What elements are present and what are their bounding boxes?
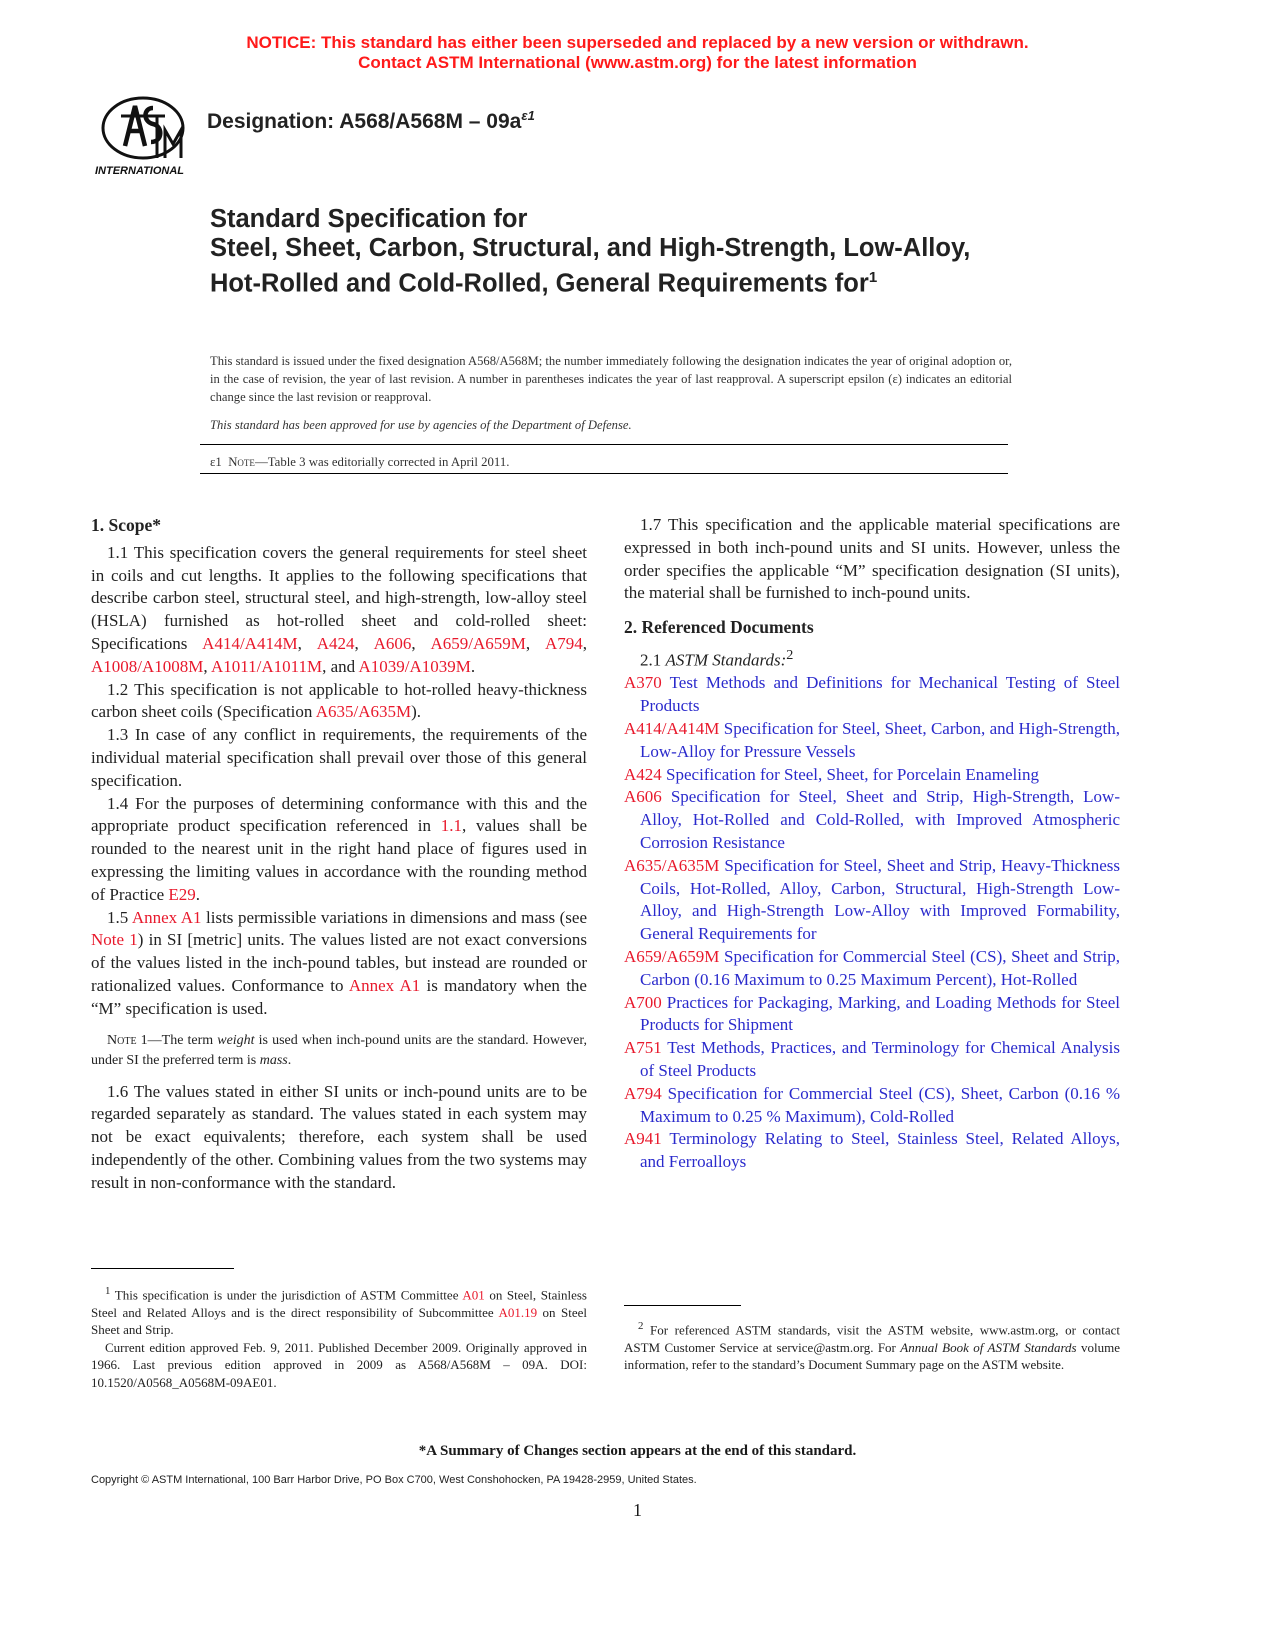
header-divider-bottom	[200, 473, 1008, 474]
reference-title: Practices for Packaging, Marking, and Loading Methods for Steel Products for Shipment	[640, 992, 1120, 1035]
footnote-2-text: For referenced ASTM standards, visit the ASTM website, www.astm.org, or contact ASTM Customer Service at service@astm.org. For	[624, 1322, 1120, 1355]
reference-code-link[interactable]: A414/A414M	[624, 719, 720, 739]
title-line-2: Steel, Sheet, Carbon, Structural, and High-Strength, Low-Alloy, Hot-Rolled and Cold-Rolled, General Requirements for	[210, 234, 971, 298]
reference-code-link[interactable]: A700	[624, 992, 662, 1012]
link-a01[interactable]: A01	[462, 1287, 485, 1303]
header-divider	[200, 444, 1008, 445]
section-1-5-num: 1.5	[107, 907, 132, 927]
reference-title: Specification for Steel, Sheet and Strip, Heavy-Thickness Coils, Hot-Rolled, Alloy, Carbon, Structural, High-Strength Low-Alloy, and High-Strength Low-Alloy with Improved Formability, General Requirements for	[640, 855, 1121, 944]
astm-logo	[95, 96, 195, 180]
notice-line-1: NOTICE: This standard has either been superseded and replaced by a new version or withdrawn.	[246, 33, 1029, 52]
reference-title: Specification for Steel, Sheet, Carbon, and High-Strength, Low-Alloy for Pressure Vessels	[640, 719, 1121, 761]
link-a1011[interactable]: A1011/A1011M	[210, 656, 323, 676]
title-footnote-mark: 1	[868, 269, 878, 286]
section-1-5-text-c: is mandatory when the “M” specification is used.	[91, 975, 587, 1018]
reference-code-link[interactable]: A424	[624, 764, 662, 784]
link-note-1[interactable]: Note 1	[91, 930, 138, 950]
reference-title: Test Methods and Definitions for Mechanical Testing of Steel Products	[640, 673, 1120, 716]
link-a659[interactable]: A659/A659M	[430, 633, 526, 653]
astm-logo-mark	[95, 96, 195, 180]
copyright: Copyright © ASTM International, 100 Barr Harbor Drive, PO Box C700, West Conshohocken, PA 19428-2959, United States.	[91, 1474, 697, 1486]
link-a635[interactable]: A635/A635M	[315, 702, 412, 722]
footnote-1-text: This specification is under the jurisdiction of ASTM Committee	[110, 1287, 463, 1303]
reference-item	[624, 992, 1120, 1038]
reference-item	[624, 1128, 1120, 1174]
section-1-5	[91, 907, 587, 1021]
footnote-1-p2: Current edition approved Feb. 9, 2011. Published December 2009. Originally approved in 1966. Last previous edition approved in 2009 as A568/A568M – 09A. DOI: 10.1520/A0568_A0568M-09AE01.	[91, 1339, 587, 1390]
note-1-text-b: is used when inch-pound units are the standard. However, under SI the preferred term is	[91, 1032, 587, 1068]
sep: .	[195, 884, 201, 904]
link-a1008[interactable]: A1008/A1008M	[91, 656, 204, 676]
sep: ,	[354, 633, 374, 653]
section-2-1	[624, 644, 1120, 672]
reference-code-link[interactable]: A794	[624, 1083, 662, 1103]
footnote-divider-left	[91, 1268, 234, 1269]
designation-superscript: ε1	[521, 108, 535, 123]
dod-approval: This standard has been approved for use by agencies of the Department of Defense.	[210, 418, 632, 432]
right-column	[624, 514, 1120, 1174]
section-1-3: 1.3 In case of any conflict in requirements, the requirements of the individual material specification shall prevail over those of this general specification.	[91, 725, 587, 790]
link-e29[interactable]: E29	[168, 884, 196, 904]
footnote-2-mark: 2	[638, 1320, 644, 1332]
sep: ,	[203, 656, 211, 676]
reference-title: Specification for Steel, Sheet, for Porcelain Enameling	[666, 764, 1039, 784]
sep: ,	[582, 633, 588, 653]
editorial-note-text: —Table 3 was editorially corrected in April 2011.	[254, 455, 510, 469]
sep: ,	[411, 633, 431, 653]
sep: , and	[322, 656, 359, 676]
link-annex-a1[interactable]: Annex A1	[131, 907, 202, 927]
reference-code-link[interactable]: A370	[624, 673, 662, 693]
section-2-1-sup: 2	[786, 646, 794, 663]
footnote-1-p1	[91, 1283, 587, 1339]
reference-item	[624, 946, 1120, 992]
editorial-note-label: Note	[228, 455, 255, 469]
reference-item	[624, 1037, 1120, 1083]
footnote-2-text-b: volume information, refer to the standard’s Document Summary page on the ASTM website.	[624, 1339, 1120, 1373]
footnote-divider-right	[624, 1305, 741, 1306]
link-a606[interactable]: A606	[373, 633, 412, 653]
reference-code-link[interactable]: A635/A635M	[624, 855, 720, 875]
footnote-1-mark: 1	[105, 1285, 111, 1297]
link-a01-19[interactable]: A01.19	[498, 1304, 538, 1320]
designation-label: Designation: A568/A568M – 09a	[207, 110, 522, 133]
section-1-6: 1.6 The values stated in either SI units or inch-pound units are to be regarded separately as standard. The values stated in each system may not be exact equivalents; therefore, each system shall be used independently of the other. Combining values from the two systems may result in non-conformance with the standard.	[91, 1081, 587, 1192]
title-line-1: Standard Specification for	[210, 205, 528, 233]
section-1-4	[91, 793, 587, 907]
left-column	[91, 514, 587, 1195]
section-1-4-text: 1.4 For the purposes of determining conformance with this and the appropriate product specification referenced in	[91, 793, 587, 836]
section-1-5-text: lists permissible variations in dimensions and mass (see	[201, 907, 587, 927]
sep: ,	[297, 633, 317, 653]
section-1-2	[91, 679, 587, 725]
link-section-1-1[interactable]: 1.1	[440, 816, 462, 836]
section-1-2-text: 1.2 This specification is not applicable to hot-rolled heavy-thickness carbon sheet coils (Specification	[91, 679, 587, 722]
link-a794[interactable]: A794	[544, 633, 583, 653]
note-1-mass: mass	[259, 1052, 288, 1068]
reference-code-link[interactable]: A659/A659M	[624, 947, 720, 966]
reference-title: Specification for Commercial Steel (CS), Sheet, Carbon (0.16 % Maximum to 0.25 % Maximum), Cold-Rolled	[640, 1083, 1120, 1126]
reference-title: Specification for Commercial Steel (CS), Sheet and Strip, Carbon (0.16 Maximum to 0.25 Maximum Percent), Hot-Rolled	[640, 947, 1121, 989]
section-1-1-text: 1.1 This specification covers the general requirements for steel sheet in coils and cut lengths. It applies to the following specifications that describe carbon steel, structural steel, and high-strength, low-alloy steel (HSLA) furnished as hot-rolled sheet and cold-rolled sheet: Specifications	[91, 542, 587, 653]
notice-line-2: Contact ASTM International (www.astm.org) for the latest information	[358, 53, 917, 72]
page-number: 1	[633, 1500, 642, 1520]
sep: .	[287, 1052, 292, 1068]
footnote-2	[624, 1318, 1120, 1374]
editorial-note-mark: ε1	[210, 455, 222, 469]
section-1-7: 1.7 This specification and the applicable material specifications are expressed in both inch-pound units and SI units. However, unless the order specifies the applicable “M” specification designation (SI units), the material shall be furnished to inch-pound units.	[624, 515, 1120, 603]
reference-item	[624, 1083, 1120, 1129]
editorial-note	[210, 455, 509, 470]
document-title	[210, 205, 1000, 299]
footnote-2-italic: Annual Book of ASTM Standards	[900, 1339, 1077, 1355]
issued-statement: This standard is issued under the fixed designation A568/A568M; the number immediately following the designation indicates the year of original adoption or, in the case of revision, the year of last revision. A number in parentheses indicates the year of last reapproval. A superscript epsilon (ε) indicates an editorial change since the last revision or reapproval.	[210, 354, 1012, 404]
summary-of-changes: *A Summary of Changes section appears at the end of this standard.	[418, 1443, 857, 1459]
logo-wordmark: INTERNATIONAL	[95, 165, 185, 177]
note-1	[91, 1031, 587, 1071]
reference-code-link[interactable]: A751	[624, 1038, 662, 1058]
link-a424[interactable]: A424	[316, 633, 355, 653]
reference-title: Test Methods, Practices, and Terminology for Chemical Analysis of Steel Products	[640, 1038, 1121, 1080]
section-1-1	[91, 542, 587, 679]
link-a1039[interactable]: A1039/A1039M	[358, 656, 471, 676]
link-a414[interactable]: A414/A414M	[202, 633, 298, 653]
notice-banner	[0, 33, 1275, 73]
footnote-1-text-c: on Steel Sheet and Strip.	[91, 1304, 587, 1338]
note-1-text: 1—The term	[136, 1032, 218, 1048]
reference-item	[624, 672, 1120, 718]
section-2-1-label: ASTM Standards:	[665, 650, 787, 670]
reference-item	[624, 855, 1120, 946]
reference-item	[624, 786, 1120, 854]
sep: ).	[411, 702, 422, 722]
reference-title: Terminology Relating to Steel, Stainless Steel, Related Alloys, and Ferroalloys	[640, 1129, 1120, 1172]
reference-title: Specification for Steel, Sheet and Strip, High-Strength, Low-Alloy, Hot-Rolled and Cold-Rolled, with Improved Atmospheric Corrosion Resistance	[640, 787, 1120, 853]
scope-heading: 1. Scope*	[91, 515, 161, 535]
link-annex-a1-b[interactable]: Annex A1	[348, 975, 421, 995]
reference-code-link[interactable]: A941	[624, 1129, 662, 1149]
referenced-documents-heading: 2. Referenced Documents	[624, 617, 814, 638]
section-1-5-text-b: ) in SI [metric] units. The values listed are not exact conversions of the values listed in the inch-pound tables, but instead are rounded or rationalized values. Conformance to	[91, 930, 588, 995]
sep: .	[470, 656, 476, 676]
section-2-1-num: 2.1	[640, 650, 666, 670]
reference-item	[624, 764, 1120, 787]
footnote-2-p1	[624, 1318, 1120, 1374]
reference-list	[624, 672, 1120, 1174]
footnote-1	[91, 1283, 587, 1391]
note-1-weight: weight	[217, 1032, 255, 1048]
reference-code-link[interactable]: A606	[624, 787, 662, 807]
sep: ,	[525, 633, 545, 653]
reference-item	[624, 718, 1120, 764]
footnote-1-text-b: on Steel, Stainless Steel and Related Alloys and is the direct responsibility of Subcommittee	[91, 1287, 587, 1320]
section-1-4-text-b: , values shall be rounded to the nearest unit in the right hand place of figures used in expressing the limiting values in accordance with the rounding method of Practice	[91, 816, 587, 904]
designation	[207, 108, 535, 134]
note-1-label: Note	[107, 1032, 137, 1048]
